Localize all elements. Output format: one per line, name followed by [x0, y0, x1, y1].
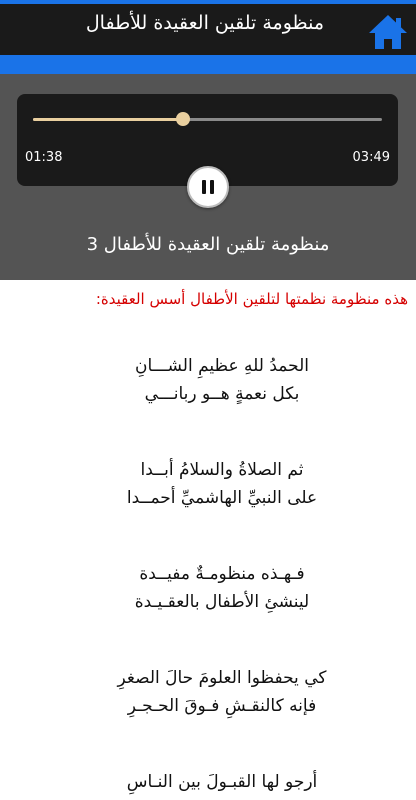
- track-title: منظومة تلقين العقيدة للأطفال 3: [86, 234, 330, 255]
- pause-button[interactable]: [187, 166, 229, 208]
- app-bar: [0, 0, 416, 55]
- intro-text: هذه منظومة نظمتها لتلقين الأطفال أسس العقيدة:: [95, 290, 408, 308]
- verse-stanza: [0, 560, 416, 616]
- verse-stanza: [0, 768, 416, 796]
- total-time: 03:49: [352, 150, 390, 165]
- seek-thumb[interactable]: [176, 112, 190, 126]
- accent-strip: [0, 55, 416, 74]
- verse-line: لينشئِ الأطفال بالعقـيـدة: [134, 592, 310, 612]
- seek-bar[interactable]: [33, 118, 382, 121]
- verse-line: فإنه كالنقـشِ فـوقَ الحـجـرِ: [127, 696, 317, 716]
- poem-verses: [0, 352, 416, 800]
- elapsed-time: 01:38: [25, 150, 63, 165]
- verse-stanza: [0, 352, 416, 408]
- verse-line: كي يحفظوا العلومَ حالَ الصغرِ: [117, 668, 327, 688]
- home-button[interactable]: [366, 12, 410, 52]
- verse-line: بكل نعمةٍ هــو ربانـــي: [144, 384, 300, 404]
- audio-player: [0, 74, 416, 280]
- seek-bar-progress: [33, 118, 183, 121]
- verse-stanza: [0, 456, 416, 512]
- verse-line: الحمدُ للهِ عظيمِ الشـــانِ: [135, 356, 309, 376]
- pause-icon: [202, 180, 206, 194]
- verse-line: على النبيِّ الهاشميِّ أحمــدا: [126, 488, 318, 508]
- verse-line: فـهـذه منظومـةٌ مفيــدة: [139, 564, 305, 584]
- verse-stanza: [0, 664, 416, 720]
- verse-line: أرجو لها القبـولَ بين النـاسِ: [126, 772, 318, 792]
- home-icon: [366, 12, 410, 52]
- page-title: منظومة تلقين العقيدة للأطفال: [85, 12, 324, 34]
- verse-line: ثم الصلاةُ والسلامُ أبــدا: [140, 460, 304, 480]
